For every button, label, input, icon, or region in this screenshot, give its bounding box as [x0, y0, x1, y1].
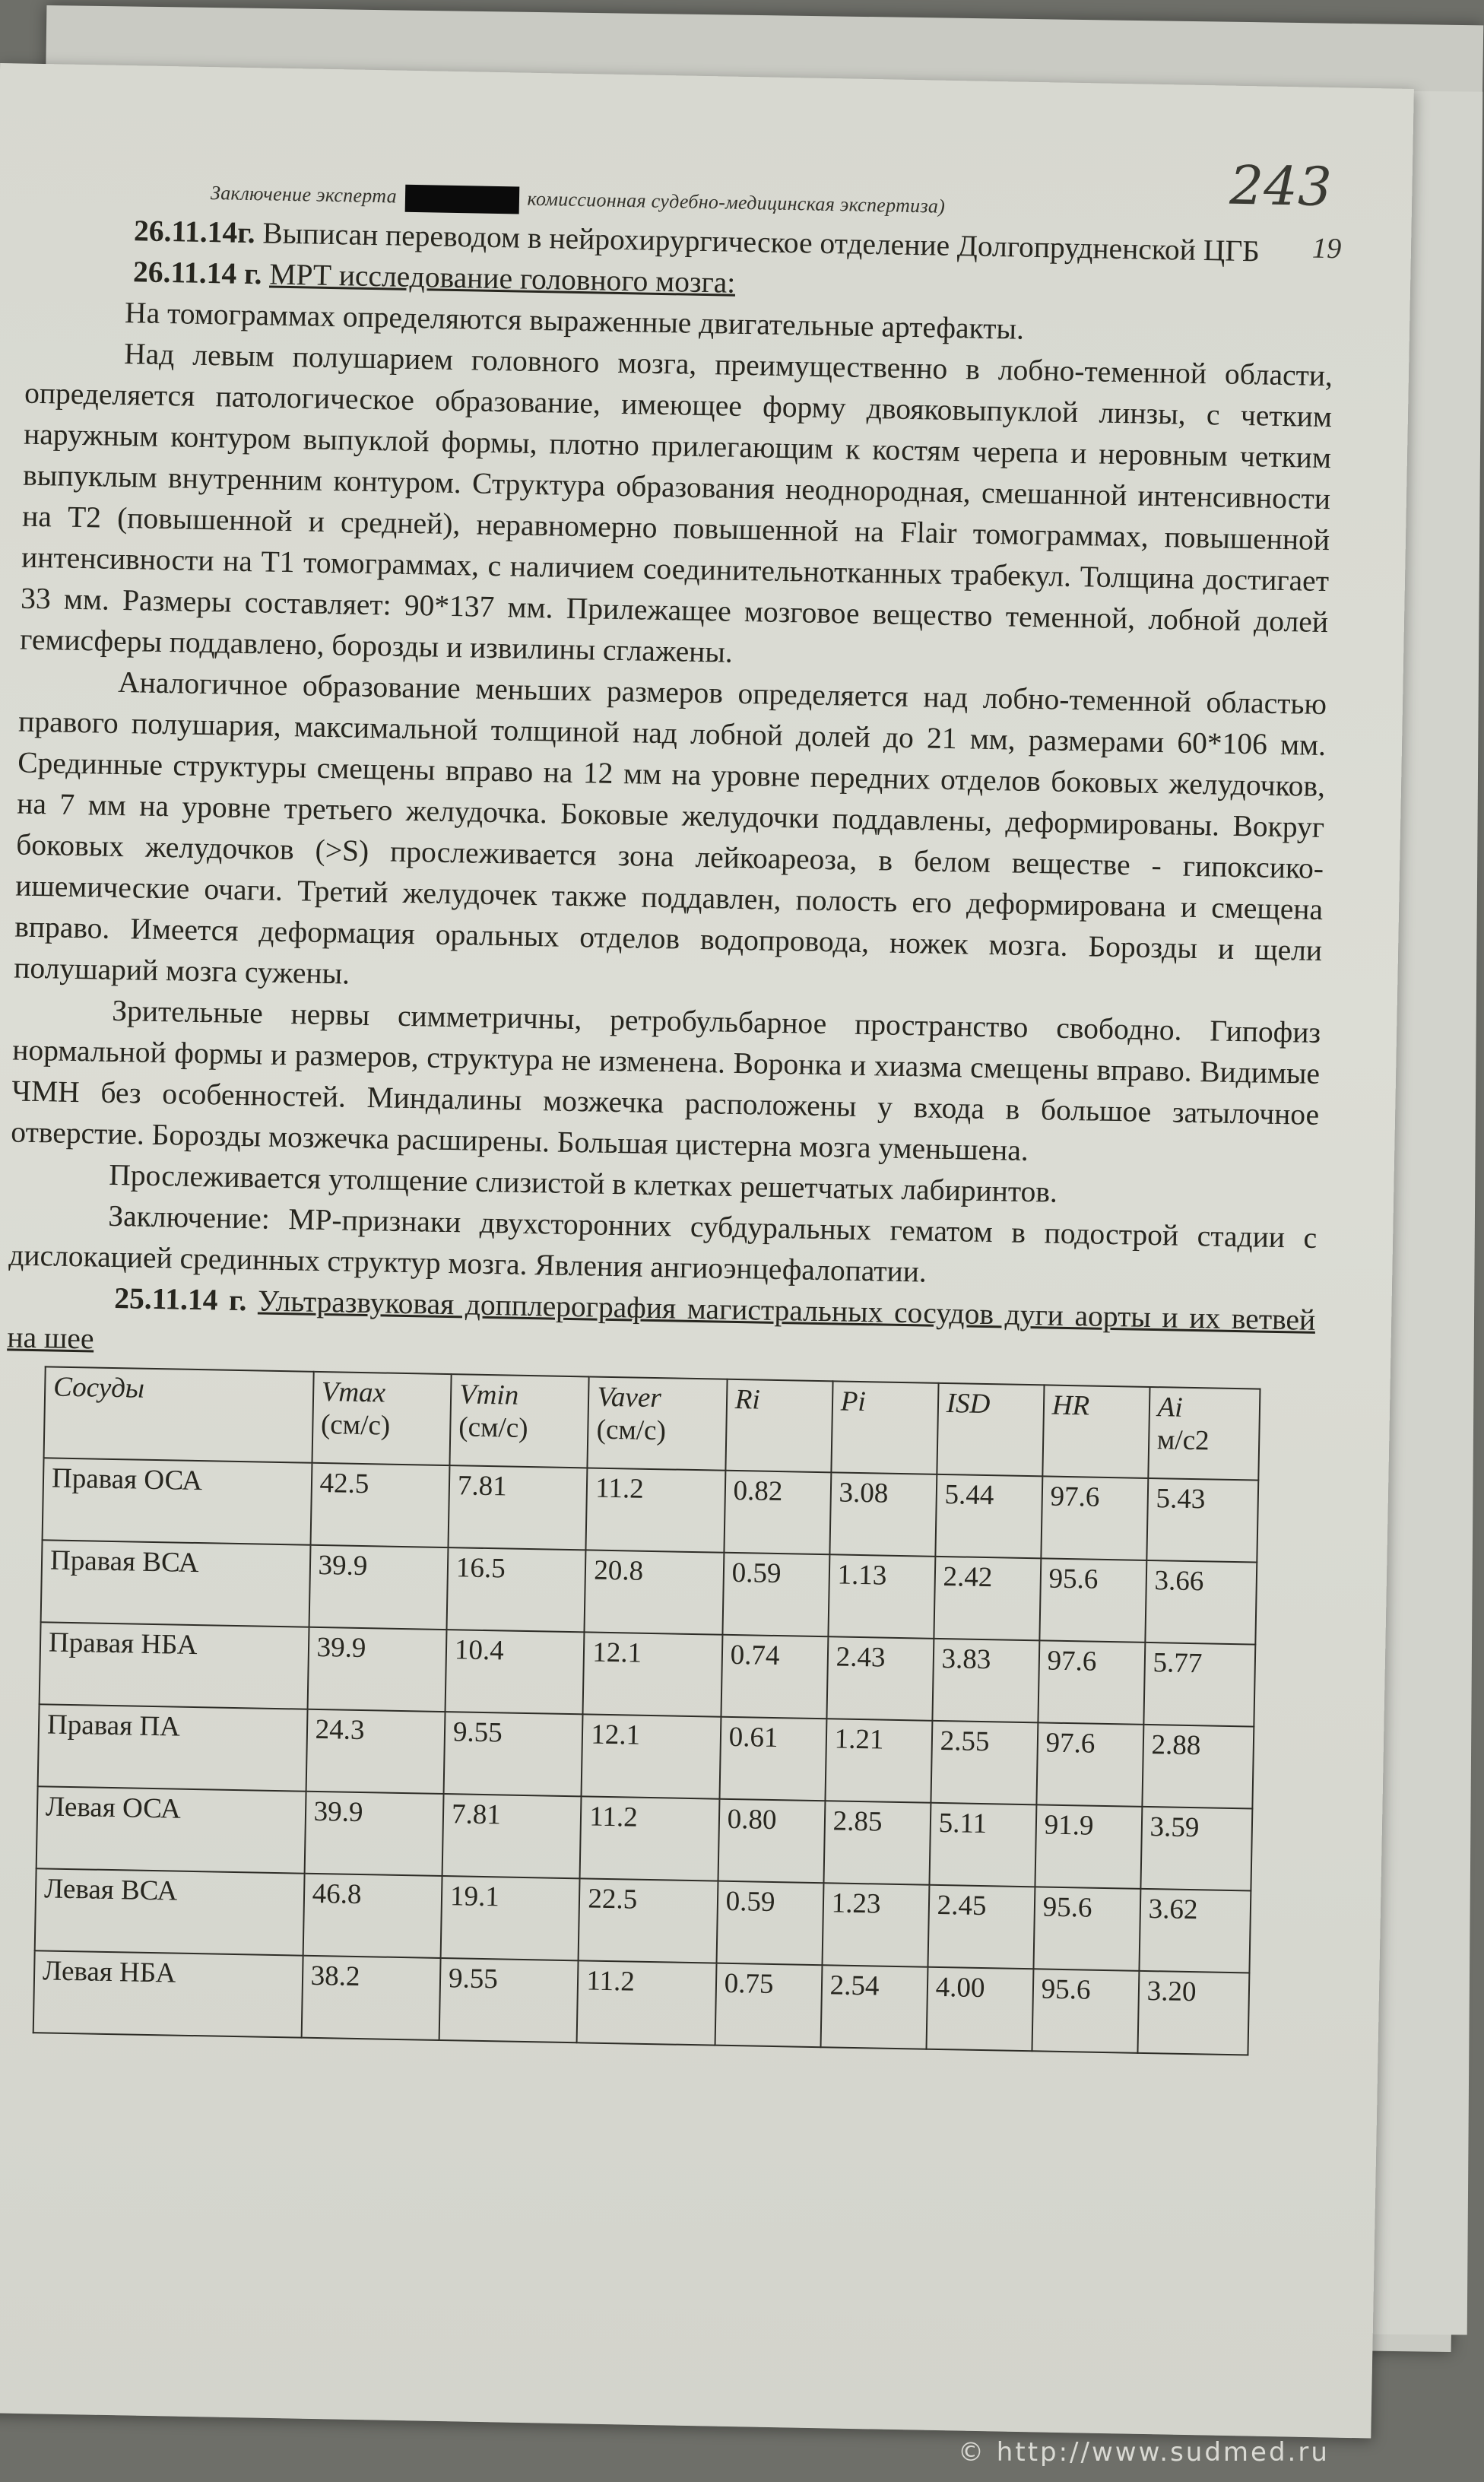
value-cell: 95.6 [1032, 1969, 1139, 2053]
value-cell: 24.3 [306, 1709, 445, 1794]
value-cell: 46.8 [303, 1874, 442, 1958]
entry-date: 25.11.14 г. [114, 1281, 247, 1318]
value-cell: 97.6 [1036, 1722, 1143, 1807]
value-cell: 11.2 [580, 1796, 719, 1881]
value-cell: 0.80 [718, 1799, 825, 1884]
vessel-name-cell: Левая ВСА [35, 1868, 305, 1955]
value-cell: 2.42 [934, 1557, 1041, 1641]
entry-date: 26.11.14г. [133, 214, 255, 250]
value-cell: 1.13 [828, 1554, 935, 1639]
header-cell: Vmin (см/с) [449, 1374, 589, 1468]
value-cell: 2.54 [820, 1965, 928, 2049]
paragraph: Над левым полушарием головного мозга, преимущественно в лобно-теменной области, определяется патологическое образование, имеющее форму двояковыпуклой линзы, с четким наружным контуром выпуклой формы, плотно прилегающим к костям черепа и неровным четким выпуклым внутренним контуром. Структура образования неоднородная, смешанной интенсивности на Т2 (повышенной и средней), неравномерно повышенной на Flair томограммах, повышенной интенсивности на Т1 томограммах, с наличием соединительнотканных трабекул. Толщина достигает 33 мм. Размеры составляет: 90*137 мм. Прилежащее мозговое вещество теменной, лобной долей гемисферы поддавлено, борозды и извилины сглажены. [19, 337, 1333, 669]
value-cell: 0.61 [719, 1717, 826, 1801]
value-cell: 7.81 [448, 1465, 587, 1550]
value-cell: 2.85 [823, 1801, 931, 1885]
value-cell: 5.77 [1143, 1642, 1255, 1727]
vessel-name-cell: Правая ОСА [43, 1458, 312, 1544]
value-cell: 2.55 [931, 1721, 1038, 1805]
value-cell: 16.5 [446, 1547, 585, 1632]
value-cell: 91.9 [1035, 1804, 1142, 1889]
value-cell: 3.62 [1139, 1889, 1251, 1973]
value-cell: 97.6 [1041, 1476, 1148, 1560]
value-cell: 20.8 [585, 1550, 724, 1634]
value-cell: 0.59 [716, 1881, 823, 1966]
value-cell: 9.55 [444, 1712, 583, 1796]
entry-title: МРТ исследование головного мозга: [268, 257, 736, 300]
value-cell: 0.74 [721, 1635, 828, 1719]
value-cell: 9.55 [439, 1958, 579, 2042]
header-cell: Vaver (см/с) [588, 1376, 728, 1470]
table-body [33, 1458, 1259, 2055]
document-page [0, 63, 1414, 2439]
vessel-name-cell: Правая НБА [40, 1622, 309, 1709]
value-cell: 11.2 [586, 1468, 725, 1552]
value-cell: 95.6 [1039, 1558, 1146, 1642]
header-cell: Сосуды [44, 1366, 314, 1462]
watermark: © http://www.sudmed.ru [958, 2437, 1330, 2468]
entry-date: 26.11.14 г. [132, 255, 262, 291]
value-cell: 0.82 [724, 1471, 831, 1555]
value-cell: 7.81 [442, 1794, 582, 1878]
entry-title: Ультразвуковая допплерография магистральных сосудов дуги аорты и их ветвей на шее [7, 1284, 1316, 1356]
entry-text: Выписан переводом в нейрохирургическое отделение Долгопрудненской ЦГБ [262, 216, 1260, 268]
value-cell: 5.43 [1146, 1478, 1258, 1563]
value-cell: 39.9 [304, 1792, 443, 1876]
vessel-name-cell: Левая НБА [33, 1950, 303, 2037]
value-cell: 3.59 [1140, 1807, 1252, 1891]
value-cell: 97.6 [1038, 1640, 1145, 1725]
value-cell: 11.2 [577, 1960, 716, 2045]
value-cell: 1.23 [822, 1883, 929, 1967]
value-cell: 12.1 [582, 1714, 721, 1798]
paragraph: Зрительные нервы симметричны, ретробульбарное пространство свободно. Гипофиз нормальной формы и размеров, структура не изменена. Воронка и хиазма смещены вправо. Видимые ЧМН без особенностей. Миндалины мозжечка расположены у входа в большое затылочное отверстие. Борозды мозжечка расширены. Большая цистерна мозга уменьшена. [10, 993, 1321, 1167]
page-number: 19 [1311, 232, 1342, 265]
value-cell: 5.11 [929, 1803, 1036, 1887]
value-cell: 10.4 [446, 1630, 585, 1714]
value-cell: 39.9 [307, 1627, 446, 1712]
paragraph: Аналогичное образование меньших размеров определяется над лобно-теменной областью правого полушария, максимальной толщиной над лобной долей до 21 мм, размерами 60*106 мм. Срединные структуры смещены вправо на 12 мм на уровне передних отделов боковых желудочков, на 7 мм на уровне третьего желудочка. Боковые желудочки поддавлены, деформированы. Вокруг боковых желудочков (>S) прослеживается зона лейкоареоза, в белом веществе - гипоксико-ишемические очаги. Третий желудочек также поддавлен, полость его деформирована и смещена вправо. Имеется деформация оральных отделов водопровода, ножек мозга. Борозды и щели полушарий мозга сужены. [13, 665, 1327, 991]
page-content [0, 154, 1342, 2057]
value-cell: 3.08 [829, 1472, 937, 1557]
value-cell: 2.45 [928, 1885, 1035, 1969]
paragraph: Прослеживается утолщение слизистой в клетках решетчатых лабиринтов. [108, 1157, 1058, 1209]
paragraph-conclusion: Заключение: МР-признаки двухсторонних субдуральных гематом в подострой стадии с дислокацией срединных структур мозга. Явления ангиоэнцефалопатии. [8, 1198, 1318, 1289]
header-cell: ISD [937, 1383, 1044, 1477]
value-cell: 3.66 [1145, 1560, 1257, 1645]
value-cell: 4.00 [926, 1967, 1033, 2052]
doppler-table [33, 1366, 1261, 2055]
header-cell: HR [1042, 1385, 1149, 1478]
value-cell: 0.59 [722, 1553, 829, 1637]
value-cell: 1.21 [825, 1719, 932, 1803]
value-cell: 2.43 [826, 1636, 934, 1721]
value-cell: 12.1 [583, 1632, 722, 1716]
value-cell: 39.9 [309, 1545, 448, 1630]
value-cell: 38.2 [301, 1956, 440, 2040]
vessel-name-cell: Левая ОСА [36, 1786, 306, 1873]
value-cell: 42.5 [310, 1463, 449, 1547]
header-cell: Vmax (см/с) [312, 1372, 452, 1465]
header-cell: Pi [831, 1381, 938, 1474]
paragraph: На томограммах определяются выраженные двигательные артефакты. [124, 296, 1025, 346]
header-cell: Ai м/с2 [1148, 1387, 1260, 1481]
value-cell: 3.83 [932, 1639, 1039, 1723]
vessel-name-cell: Правая ПА [38, 1704, 308, 1791]
value-cell: 2.88 [1142, 1725, 1254, 1809]
handwritten-number: 243 [1229, 154, 1333, 219]
value-cell: 95.6 [1033, 1887, 1140, 1971]
value-cell: 5.44 [935, 1474, 1042, 1559]
header-text-before: Заключение эксперта [210, 182, 398, 208]
value-cell: 19.1 [441, 1876, 580, 1960]
value-cell: 22.5 [579, 1878, 718, 1963]
value-cell: 0.75 [715, 1963, 822, 2048]
value-cell: 3.20 [1137, 1971, 1249, 2055]
header-cell: Ri [725, 1379, 832, 1473]
header-text-after: комиссионная судебно-медицинская экспертиза) [527, 187, 946, 217]
vessel-name-cell: Правая ВСА [41, 1540, 311, 1627]
redaction-block [404, 185, 519, 214]
